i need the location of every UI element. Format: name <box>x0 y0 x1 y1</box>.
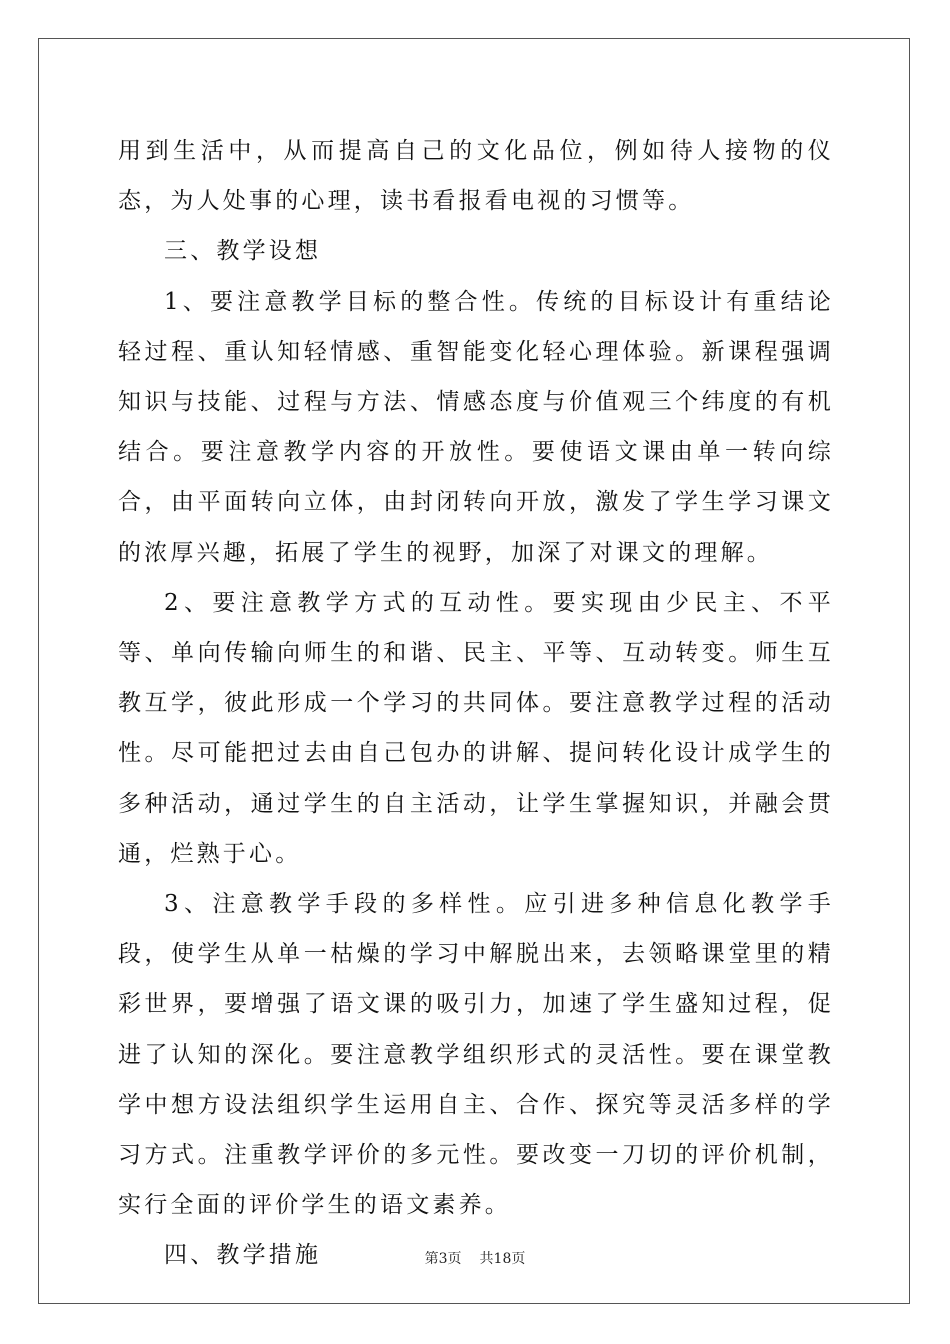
page-footer <box>0 1248 950 1268</box>
paragraph-point-1: 1、要注意教学目标的整合性。传统的目标设计有重结论轻过程、重认知轻情感、重智能变化轻心理体验。新课程强调知识与技能、过程与方法、情感态度与价值观三个纬度的有机结合。要注意教学内容的开放性。要使语文课由单一转向综合，由平面转向立体，由封闭转向开放，激发了学生学习课文的浓厚兴趣，拓展了学生的视野，加深了对课文的理解。 <box>118 288 834 566</box>
document-body <box>118 126 834 1281</box>
page-total: 共18页 <box>479 1251 526 1267</box>
paragraph-point-3: 3、注意教学手段的多样性。应引进多种信息化教学手段，使学生从单一枯燥的学习中解脱出来，去领略课堂里的精彩世界，要增强了语文课的吸引力，加速了学生盛知过程，促进了认知的深化。要注意教学组织形式的灵活性。要在课堂教学中想方设法组织学生运用自主、合作、探究等灵活多样的学习方式。注重教学评价的多元性。要改变一刀切的评价机制，实行全面的评价学生的语文素养。 <box>118 891 834 1219</box>
paragraph-continuation: 用到生活中，从而提高自己的文化品位，例如待人接物的仪态，为人处事的心理，读书看报看电视的习惯等。 <box>118 138 834 215</box>
page-number: 第3页 <box>424 1251 462 1267</box>
paragraph-point-2: 2、要注意教学方式的互动性。要实现由少民主、不平等、单向传输向师生的和谐、民主、平等、互动转变。师生互教互学，彼此形成一个学习的共同体。要注意教学过程的活动性。尽可能把过去由自己包办的讲解、提问转化设计成学生的多种活动，通过学生的自主活动，让学生掌握知识，并融会贯通，烂熟于心。 <box>118 589 834 867</box>
section-heading-teaching-measures: 四、教学措施 <box>164 1242 322 1269</box>
section-heading-teaching-ideas: 三、教学设想 <box>164 238 322 265</box>
